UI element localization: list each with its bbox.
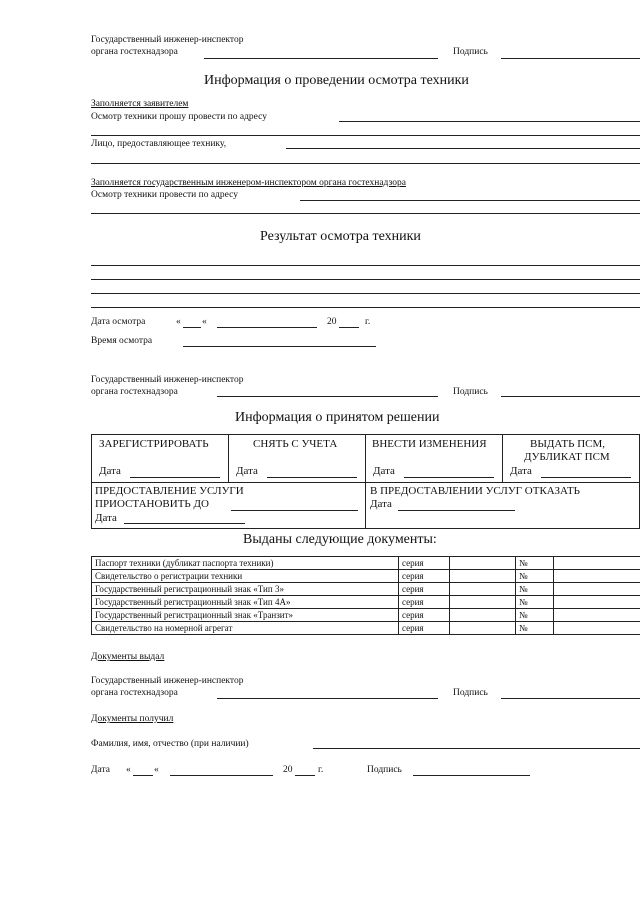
inspection-info-heading: Информация о проведении осмотра техники xyxy=(204,73,469,88)
documents-received-label: Документы получил xyxy=(91,714,174,724)
series-label: серия xyxy=(399,596,450,609)
number-value[interactable] xyxy=(554,557,640,570)
year-prefix: 20 xyxy=(283,765,293,775)
year-suffix: г. xyxy=(365,317,371,327)
deregister-date-line[interactable] xyxy=(267,477,357,478)
inspection-time-line[interactable] xyxy=(183,346,376,347)
series-value[interactable] xyxy=(450,570,516,583)
inspector-title-line1: Государственный инженер-инспектор xyxy=(91,35,244,45)
series-value[interactable] xyxy=(450,596,516,609)
series-label: серия xyxy=(399,609,450,622)
document-name: Государственный регистрационный знак «Транзит» xyxy=(92,609,399,622)
suspend-option[interactable]: ПРЕДОСТАВЛЕНИЕ УСЛУГИ xyxy=(95,485,244,497)
inspector-title-line2: органа гостехнадзора xyxy=(91,47,178,57)
inspector-title-line1: Государственный инженер-инспектор xyxy=(91,676,244,686)
register-option[interactable]: ЗАРЕГИСТРИРОВАТЬ xyxy=(99,438,209,450)
receipt-date-label: Дата xyxy=(91,765,110,775)
decision-col-divider xyxy=(365,434,366,529)
year-prefix: 20 xyxy=(327,317,337,327)
result-line-2[interactable] xyxy=(91,279,640,280)
table-row xyxy=(92,557,640,570)
number-label: № xyxy=(516,609,554,622)
deregister-option[interactable]: СНЯТЬ С УЧЕТА xyxy=(253,438,338,450)
series-value[interactable] xyxy=(450,557,516,570)
result-line-1[interactable] xyxy=(91,265,640,266)
person-provided-line-2[interactable] xyxy=(91,163,640,164)
issue-psm-option-line2: ДУБЛИКАТ ПСМ xyxy=(524,451,610,463)
series-label: серия xyxy=(399,583,450,596)
person-provided-label: Лицо, предоставляющее технику, xyxy=(91,139,227,149)
table-row xyxy=(92,583,640,596)
inspector-title-line2: органа гостехнадзора xyxy=(91,688,178,698)
register-date-line[interactable] xyxy=(130,477,220,478)
register-date-label: Дата xyxy=(99,465,121,477)
table-row xyxy=(92,609,640,622)
applicant-fills-label: Заполняется заявителем xyxy=(91,99,189,109)
document-name: Государственный регистрационный знак «Тип 3» xyxy=(92,583,399,596)
number-value[interactable] xyxy=(554,596,640,609)
address-order-line[interactable] xyxy=(300,200,640,201)
quote-close: « xyxy=(154,765,159,775)
signature-label: Подпись xyxy=(453,688,488,698)
year-line[interactable] xyxy=(339,327,359,328)
documents-table xyxy=(91,556,640,635)
address-order-label: Осмотр техники провести по адресу xyxy=(91,190,238,200)
refuse-date-label: Дата xyxy=(370,498,392,510)
inspection-time-label: Время осмотра xyxy=(91,336,153,346)
signature-line[interactable] xyxy=(501,698,640,699)
address-request-line-2[interactable] xyxy=(91,135,640,136)
number-value[interactable] xyxy=(554,570,640,583)
decision-col-divider xyxy=(228,434,229,482)
suspend-until-line[interactable] xyxy=(231,510,358,511)
series-value[interactable] xyxy=(450,622,516,635)
day-line[interactable] xyxy=(133,775,153,776)
inspection-date-label: Дата осмотра xyxy=(91,317,146,327)
full-name-line[interactable] xyxy=(313,748,640,749)
document-name: Свидетельство на номерной агрегат xyxy=(92,622,399,635)
issue-psm-date-line[interactable] xyxy=(541,477,631,478)
deregister-date-label: Дата xyxy=(236,465,258,477)
address-request-label: Осмотр техники прошу провести по адресу xyxy=(91,112,267,122)
series-value[interactable] xyxy=(450,583,516,596)
suspend-date-line[interactable] xyxy=(124,523,245,524)
signature-label: Подпись xyxy=(367,765,402,775)
year-suffix: г. xyxy=(318,765,324,775)
number-label: № xyxy=(516,596,554,609)
document-name: Государственный регистрационный знак «Тип 4А» xyxy=(92,596,399,609)
person-provided-line[interactable] xyxy=(286,148,640,149)
number-value[interactable] xyxy=(554,622,640,635)
documents-heading: Выданы следующие документы: xyxy=(243,532,437,547)
signature-line[interactable] xyxy=(413,775,530,776)
signature-line[interactable] xyxy=(501,396,640,397)
signature-line[interactable] xyxy=(501,58,640,59)
series-value[interactable] xyxy=(450,609,516,622)
signature-label: Подпись xyxy=(453,387,488,397)
address-order-line-2[interactable] xyxy=(91,213,640,214)
amend-date-label: Дата xyxy=(373,465,395,477)
decision-heading: Информация о принятом решении xyxy=(235,410,440,425)
full-name-label: Фамилия, имя, отчество (при наличии) xyxy=(91,739,249,749)
table-row xyxy=(92,622,640,635)
address-request-line[interactable] xyxy=(339,121,640,122)
series-label: серия xyxy=(399,557,450,570)
signature-label: Подпись xyxy=(453,47,488,57)
inspector-fills-label: Заполняется государственным инженером-инспектором органа гостехнадзора xyxy=(91,178,406,188)
result-line-4[interactable] xyxy=(91,307,640,308)
quote-close: « xyxy=(202,317,207,327)
document-name: Паспорт техники (дубликат паспорта техники) xyxy=(92,557,399,570)
number-label: № xyxy=(516,583,554,596)
month-line[interactable] xyxy=(217,327,317,328)
refuse-date-line[interactable] xyxy=(398,510,515,511)
year-line[interactable] xyxy=(295,775,315,776)
number-label: № xyxy=(516,570,554,583)
issue-psm-date-label: Дата xyxy=(510,465,532,477)
number-value[interactable] xyxy=(554,583,640,596)
issue-psm-option[interactable]: ВЫДАТЬ ПСМ, xyxy=(530,438,606,450)
result-line-3[interactable] xyxy=(91,293,640,294)
table-row xyxy=(92,596,640,609)
number-value[interactable] xyxy=(554,609,640,622)
amend-option[interactable]: ВНЕСТИ ИЗМЕНЕНИЯ xyxy=(372,438,487,450)
month-line[interactable] xyxy=(170,775,273,776)
series-label: серия xyxy=(399,570,450,583)
suspend-date-label: Дата xyxy=(95,512,117,524)
suspend-option-line2: ПРИОСТАНОВИТЬ ДО xyxy=(95,498,209,510)
documents-issued-label: Документы выдал xyxy=(91,652,165,662)
quote-open: « xyxy=(176,317,181,327)
refuse-option[interactable]: В ПРЕДОСТАВЛЕНИИ УСЛУГ ОТКАЗАТЬ xyxy=(370,485,580,497)
amend-date-line[interactable] xyxy=(404,477,494,478)
inspector-name-line[interactable] xyxy=(217,698,438,699)
table-row xyxy=(92,570,640,583)
inspector-name-line[interactable] xyxy=(217,396,438,397)
decision-col-divider xyxy=(502,434,503,482)
inspector-title-line2: органа гостехнадзора xyxy=(91,387,178,397)
inspector-name-line[interactable] xyxy=(204,58,438,59)
number-label: № xyxy=(516,622,554,635)
number-label: № xyxy=(516,557,554,570)
document-name: Свидетельство о регистрации техники xyxy=(92,570,399,583)
quote-open: « xyxy=(126,765,131,775)
series-label: серия xyxy=(399,622,450,635)
inspector-title-line1: Государственный инженер-инспектор xyxy=(91,375,244,385)
result-heading: Результат осмотра техники xyxy=(260,229,421,244)
day-line[interactable] xyxy=(183,327,201,328)
